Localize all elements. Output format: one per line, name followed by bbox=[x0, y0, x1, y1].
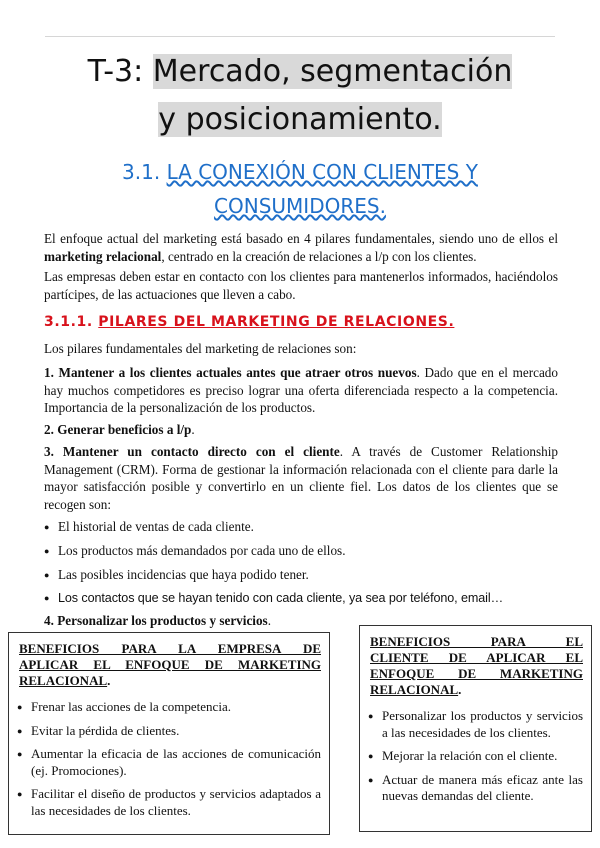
heading-line bbox=[370, 666, 583, 682]
intro-bold: marketing relacional bbox=[44, 248, 162, 264]
bullet-icon: ● bbox=[17, 789, 23, 799]
section-title-2: CONSUMIDORES. bbox=[214, 194, 386, 218]
bullet-icon: ● bbox=[17, 702, 23, 712]
crm-item bbox=[44, 518, 564, 536]
list-item-text: Personalizar los productos y servicios a las necesidades de los clientes. bbox=[382, 708, 583, 740]
list-item bbox=[368, 708, 583, 741]
list-item bbox=[17, 786, 321, 819]
pillar-2 bbox=[44, 421, 558, 439]
heading-text: ENFOQUE DE MARKETING bbox=[370, 666, 583, 681]
bullet-icon: ● bbox=[44, 522, 50, 532]
pillar-2-text: . bbox=[191, 422, 195, 437]
pillar-1-title: 1. Mantener a los clientes actuales antes que atraer otros nuevos bbox=[44, 365, 417, 380]
heading-text: BENEFICIOS PARA EL bbox=[370, 634, 583, 649]
page-title-line-1 bbox=[0, 48, 600, 96]
title-text-2: y posicionamiento. bbox=[158, 102, 442, 137]
heading-text: RELACIONAL bbox=[370, 682, 459, 697]
client-benefits-box bbox=[359, 625, 592, 832]
section-title-1: LA CONEXIÓN CON CLIENTES Y bbox=[166, 160, 478, 184]
heading-end: . bbox=[458, 682, 462, 697]
heading-text: CLIENTE DE APLICAR EL bbox=[370, 650, 583, 665]
bullet-icon: ● bbox=[17, 749, 23, 759]
section-heading-line-1 bbox=[0, 155, 600, 189]
intro-paragraph-2 bbox=[44, 268, 558, 303]
crm-item bbox=[44, 566, 564, 584]
client-benefits-list bbox=[368, 708, 583, 805]
heading-text: RELACIONAL bbox=[19, 673, 108, 688]
list-item bbox=[17, 723, 321, 740]
pillar-4-text: . bbox=[267, 613, 271, 628]
crm-item-text: El historial de ventas de cada cliente. bbox=[58, 519, 254, 534]
list-item-text: Mejorar la relación con el cliente. bbox=[382, 748, 558, 763]
pillar-3-text: . A través de Customer Relationship Management (CRM). Forma de gestionar la información relacionada con el cliente para darle la mayor satisfacción posible y convertirlo en un cliente fiel. Los datos de los clientes que se recogen son: bbox=[44, 444, 559, 512]
bullet-icon: ● bbox=[44, 546, 50, 556]
bullet-icon: ● bbox=[368, 711, 374, 721]
page-title-line-2 bbox=[0, 96, 600, 144]
bullet-icon: ● bbox=[368, 774, 374, 785]
heading-text: BENEFICIOS PARA LA EMPRESA DE bbox=[19, 641, 321, 656]
list-item-text: Facilitar el diseño de productos y servicios adaptados a las necesidades de los clientes. bbox=[31, 786, 321, 818]
subsection-number: 3.1.1. bbox=[44, 314, 99, 330]
pillar-1-text: . Dado que en el mercado hay muchos competidores es preciso lograr una oferta diferenciada respecto a la competencia. Importancia de la personalización de los productos. bbox=[44, 365, 558, 415]
title-text-1: Mercado, segmentación bbox=[152, 54, 513, 89]
list-item bbox=[368, 772, 583, 805]
pillars-intro bbox=[44, 340, 558, 358]
list-item bbox=[17, 699, 321, 716]
list-item bbox=[17, 746, 321, 779]
pillar-3 bbox=[44, 443, 558, 513]
heading-line bbox=[19, 641, 321, 657]
heading-line bbox=[19, 657, 321, 673]
list-item bbox=[368, 748, 583, 765]
title-prefix: T-3: bbox=[87, 54, 153, 89]
bullet-icon: ● bbox=[44, 570, 50, 580]
list-item-text: Frenar las acciones de la competencia. bbox=[31, 699, 231, 714]
pillar-1 bbox=[44, 364, 558, 417]
client-benefits-heading bbox=[368, 634, 583, 698]
heading-line bbox=[19, 673, 321, 689]
subsection-heading bbox=[44, 314, 454, 330]
pillar-3-title: 3. Mantener un contacto directo con el cliente bbox=[44, 444, 340, 459]
list-item-text: Evitar la pérdida de clientes. bbox=[31, 722, 180, 738]
top-rule bbox=[45, 36, 555, 37]
company-benefits-box bbox=[8, 632, 330, 835]
crm-item bbox=[44, 590, 564, 607]
list-item-text: Actuar de manera más eficaz ante las nuevas demandas del cliente. bbox=[382, 771, 583, 803]
list-item-text: Aumentar la eficacia de las acciones de comunicación (ej. Promociones). bbox=[31, 746, 321, 778]
heading-line bbox=[370, 682, 583, 698]
intro-text: El enfoque actual del marketing está basado en 4 pilares fundamentales, siendo uno de ellos el bbox=[44, 231, 558, 246]
intro-paragraph-1 bbox=[44, 230, 558, 265]
crm-item-text: Las posibles incidencias que haya podido tener. bbox=[58, 567, 309, 582]
intro-text-2: Las empresas deben estar en contacto con los clientes para mantenerlos informados, haciéndolos partícipes, de las actuaciones que lleven a cabo. bbox=[44, 269, 558, 302]
heading-end: . bbox=[107, 673, 111, 688]
intro-text-end: , centrado en la creación de relaciones a l/p con los clientes. bbox=[161, 248, 477, 264]
crm-item-text: Los productos más demandados por cada uno de ellos. bbox=[58, 543, 346, 558]
heading-line bbox=[370, 650, 583, 666]
subsection-title: PILARES DEL MARKETING DE RELACIONES. bbox=[98, 314, 455, 330]
company-benefits-heading bbox=[17, 641, 321, 689]
bullet-icon: ● bbox=[44, 593, 50, 603]
heading-line bbox=[370, 634, 583, 650]
bullet-icon: ● bbox=[17, 725, 23, 736]
section-number: 3.1. bbox=[122, 160, 167, 184]
bullet-icon: ● bbox=[368, 751, 374, 761]
pillar-2-title: 2. Generar beneficios a l/p bbox=[44, 422, 192, 437]
pillar-4-title: 4. Personalizar los productos y servicios bbox=[44, 613, 268, 628]
section-heading-line-2 bbox=[0, 189, 600, 223]
crm-item bbox=[44, 542, 564, 560]
company-benefits-list bbox=[17, 699, 321, 819]
heading-text: APLICAR EL ENFOQUE DE MARKETING bbox=[19, 657, 321, 672]
pillars-intro-text: Los pilares fundamentales del marketing de relaciones son: bbox=[44, 341, 357, 356]
crm-item-text: Los contactos que se hayan tenido con cada cliente, ya sea por teléfono, email… bbox=[58, 591, 504, 605]
